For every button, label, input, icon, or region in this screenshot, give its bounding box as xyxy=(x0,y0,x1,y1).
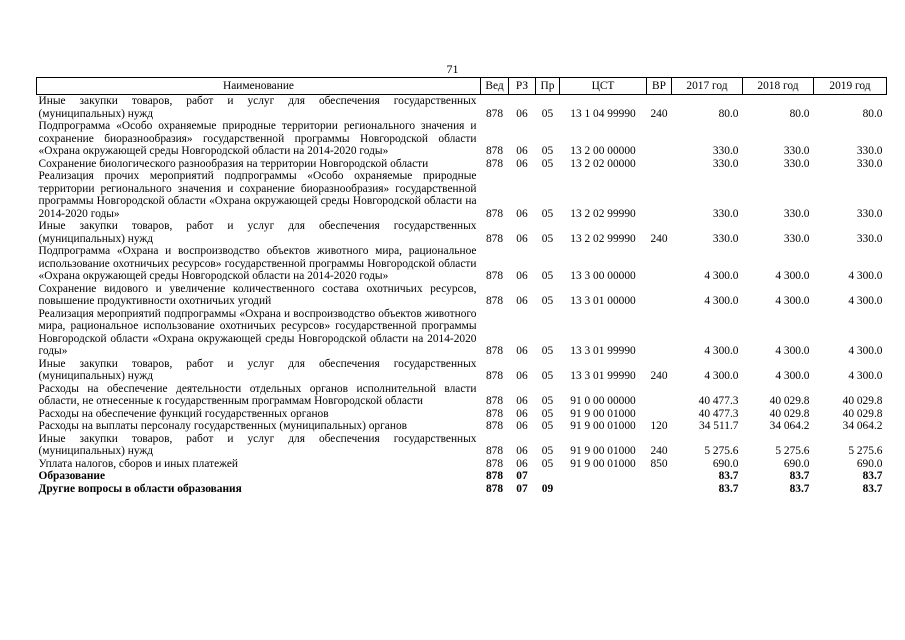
cell-name: Иные закупки товаров, работ и услуг для обеспечения государственных (муниципальных) нужд xyxy=(38,357,477,382)
cell-vr xyxy=(647,170,672,220)
cell-2019: 330.0 xyxy=(856,232,883,245)
cell-2019: 690.0 xyxy=(856,457,883,470)
cell-cst: 91 9 00 01000 xyxy=(570,407,636,420)
cell-cst: 13 2 02 99990 xyxy=(570,207,636,220)
cell-ved: 878 xyxy=(485,420,504,432)
cell-vr xyxy=(647,158,672,171)
cell-pr: 05 xyxy=(541,270,554,282)
cell-rz: 06 xyxy=(516,145,528,157)
cell-2018: 330.0 xyxy=(783,232,810,245)
cell-vr: 240 xyxy=(650,107,668,120)
table-row xyxy=(37,408,887,421)
cell-pr: 05 xyxy=(541,207,554,220)
cell-rz: 07 xyxy=(516,470,528,482)
cell-rz: 06 xyxy=(516,345,528,357)
header-pr: Пр xyxy=(536,78,560,95)
cell-name: Реализация мероприятий подпрограммы «Охрана и воспроизводство объектов животного мира, рациональное использование охотничьих ресурсов» государственной программы Новгородской области «Охрана окружающей среды Новгородской области на 2014-2020 годы» xyxy=(38,307,477,357)
cell-2019: 4 300.0 xyxy=(848,270,883,282)
cell-ved: 878 xyxy=(485,482,504,495)
cell-name: Иные закупки товаров, работ и услуг для обеспечения государственных (муниципальных) нужд xyxy=(38,220,477,245)
cell-rz: 06 xyxy=(516,270,528,282)
cell-cst: 13 2 02 00000 xyxy=(570,157,636,170)
table-row xyxy=(37,470,887,483)
cell-rz: 06 xyxy=(516,407,528,420)
cell-2017: 4 300.0 xyxy=(704,370,739,382)
cell-2017: 4 300.0 xyxy=(704,345,739,357)
cell-2019: 330.0 xyxy=(856,145,883,157)
cell-rz: 06 xyxy=(516,445,528,457)
cell-cst xyxy=(560,483,647,496)
cell-ved: 878 xyxy=(485,207,504,220)
table-row xyxy=(37,308,887,358)
cell-cst: 13 2 00 00000 xyxy=(570,145,636,157)
cell-2018: 4 300.0 xyxy=(775,345,810,357)
header-2019: 2019 год xyxy=(814,78,887,95)
table-row xyxy=(37,158,887,171)
cell-ved: 878 xyxy=(485,407,504,420)
cell-2019: 40 029.8 xyxy=(842,395,883,407)
table-row xyxy=(37,120,887,158)
header-2017: 2017 год xyxy=(672,78,743,95)
cell-vr xyxy=(647,408,672,421)
cell-pr: 05 xyxy=(541,345,554,357)
cell-2018: 4 300.0 xyxy=(775,370,810,382)
cell-ved: 878 xyxy=(485,295,504,307)
cell-2018: 330.0 xyxy=(783,157,810,170)
cell-ved: 878 xyxy=(485,470,504,482)
cell-2019: 4 300.0 xyxy=(848,295,883,307)
cell-rz: 06 xyxy=(516,395,528,407)
cell-pr: 05 xyxy=(541,420,554,432)
cell-pr: 05 xyxy=(541,395,554,407)
cell-pr xyxy=(536,470,560,483)
cell-rz: 06 xyxy=(516,107,528,120)
cell-pr: 05 xyxy=(541,232,554,245)
cell-name: Иные закупки товаров, работ и услуг для обеспечения государственных (муниципальных) нужд xyxy=(38,432,477,457)
table-row xyxy=(37,95,887,121)
cell-2019: 34 064.2 xyxy=(842,420,883,432)
header-ved: Вед xyxy=(481,78,509,95)
cell-vr xyxy=(647,383,672,408)
cell-cst: 13 1 04 99990 xyxy=(570,107,636,120)
cell-pr: 05 xyxy=(541,107,554,120)
table-row xyxy=(37,383,887,408)
cell-2019: 80.0 xyxy=(862,107,883,120)
budget-table xyxy=(36,77,887,495)
cell-cst: 91 9 00 01000 xyxy=(570,457,636,470)
cell-2017: 330.0 xyxy=(712,232,739,245)
table-row xyxy=(37,358,887,383)
cell-cst: 13 3 01 99990 xyxy=(570,345,636,357)
cell-vr xyxy=(647,483,672,496)
cell-rz: 07 xyxy=(516,482,528,495)
cell-2019: 5 275.6 xyxy=(848,445,883,457)
cell-ved: 878 xyxy=(485,270,504,282)
cell-2018: 83.7 xyxy=(789,482,810,495)
cell-cst: 13 3 00 00000 xyxy=(570,270,636,282)
cell-cst: 91 9 00 01000 xyxy=(570,420,636,432)
cell-2018: 83.7 xyxy=(789,470,810,482)
header-name: Наименование xyxy=(37,78,481,95)
cell-cst: 13 2 02 99990 xyxy=(570,232,636,245)
cell-cst: 13 3 01 00000 xyxy=(570,295,636,307)
cell-cst xyxy=(560,470,647,483)
header-2018: 2018 год xyxy=(743,78,814,95)
cell-2018: 330.0 xyxy=(783,145,810,157)
cell-vr xyxy=(647,120,672,158)
cell-2018: 34 064.2 xyxy=(769,420,810,432)
cell-vr xyxy=(647,308,672,358)
cell-2017: 83.7 xyxy=(718,482,739,495)
table-row xyxy=(37,220,887,245)
cell-rz: 06 xyxy=(516,457,528,470)
cell-rz: 06 xyxy=(516,157,528,170)
cell-name: Иные закупки товаров, работ и услуг для обеспечения государственных (муниципальных) нужд xyxy=(38,95,477,120)
cell-pr: 05 xyxy=(541,370,554,382)
cell-2017: 330.0 xyxy=(712,145,739,157)
cell-name: Сохранение видового и увеличение количественного состава охотничьих ресурсов, повышение продуктивности охотничьих угодий xyxy=(38,282,477,307)
cell-pr: 05 xyxy=(541,407,554,420)
cell-name: Уплата налогов, сборов и иных платежей xyxy=(38,457,238,470)
cell-pr: 05 xyxy=(541,145,554,157)
cell-2019: 330.0 xyxy=(856,157,883,170)
cell-2018: 5 275.6 xyxy=(775,445,810,457)
cell-ved: 878 xyxy=(485,370,504,382)
table-row xyxy=(37,170,887,220)
cell-name: Расходы на выплаты персоналу государственных (муниципальных) органов xyxy=(38,420,408,432)
table-body xyxy=(37,95,887,496)
cell-2018: 80.0 xyxy=(789,107,810,120)
cell-pr: 05 xyxy=(541,295,554,307)
cell-2017: 330.0 xyxy=(712,207,739,220)
cell-pr: 09 xyxy=(541,482,554,495)
cell-cst: 91 0 00 00000 xyxy=(570,395,636,407)
cell-2018: 40 029.8 xyxy=(769,407,810,420)
cell-rz: 06 xyxy=(516,370,528,382)
cell-cst: 91 9 00 01000 xyxy=(570,445,636,457)
cell-name: Другие вопросы в области образования xyxy=(38,482,242,495)
cell-2018: 330.0 xyxy=(783,207,810,220)
cell-vr: 850 xyxy=(650,457,668,470)
cell-pr: 05 xyxy=(541,445,554,457)
cell-name: Подпрограмма «Особо охраняемые природные территории регионального значения и сохранение биоразнообразия» государственной программы Новгородской области «Охрана окружающей среды Новгородской области на 2014-2020 годы» xyxy=(38,120,477,157)
cell-pr: 05 xyxy=(541,157,554,170)
cell-vr xyxy=(647,470,672,483)
cell-vr xyxy=(647,245,672,283)
cell-2019: 4 300.0 xyxy=(848,370,883,382)
cell-2019: 4 300.0 xyxy=(848,345,883,357)
cell-ved: 878 xyxy=(485,457,504,470)
cell-pr: 05 xyxy=(541,457,554,470)
table-row xyxy=(37,420,887,433)
cell-name: Расходы на обеспечение функций государственных органов xyxy=(38,407,329,420)
table-row xyxy=(37,433,887,458)
cell-name: Реализация прочих мероприятий подпрограммы «Особо охраняемые природные территории регионального значения и сохранение биоразнообразия» государственной программы Новгородской области «Охрана окружающей среды Новгородской области на 2014-2020 годы» xyxy=(38,170,477,220)
cell-2019: 40 029.8 xyxy=(842,407,883,420)
cell-ved: 878 xyxy=(485,107,504,120)
cell-2018: 40 029.8 xyxy=(769,395,810,407)
table-row xyxy=(37,283,887,308)
table-row xyxy=(37,458,887,471)
cell-ved: 878 xyxy=(485,157,504,170)
cell-name: Подпрограмма «Охрана и воспроизводство объектов животного мира, рациональное использование охотничьих ресурсов» государственной программы Новгородской области «Охрана окружающей среды Новгородской области на 2014-2020 годы» xyxy=(38,245,477,282)
cell-cst: 13 3 01 99990 xyxy=(570,370,636,382)
cell-2018: 4 300.0 xyxy=(775,270,810,282)
cell-vr: 240 xyxy=(650,445,668,457)
cell-2017: 690.0 xyxy=(712,457,739,470)
cell-vr: 240 xyxy=(650,232,668,245)
cell-2017: 34 511.7 xyxy=(699,420,739,432)
cell-2017: 330.0 xyxy=(712,157,739,170)
header-cst: ЦСТ xyxy=(560,78,647,95)
cell-name: Сохранение биологического разнообразия на территории Новгородской области xyxy=(38,157,429,170)
cell-2017: 80.0 xyxy=(718,107,739,120)
table-row xyxy=(37,245,887,283)
cell-ved: 878 xyxy=(485,232,504,245)
cell-2017: 40 477.3 xyxy=(698,395,739,407)
cell-2018: 4 300.0 xyxy=(775,295,810,307)
cell-name: Образование xyxy=(38,470,106,482)
table-row xyxy=(37,483,887,496)
cell-2019: 83.7 xyxy=(862,470,883,482)
cell-ved: 878 xyxy=(485,395,504,407)
cell-vr: 120 xyxy=(650,420,668,432)
header-rz: РЗ xyxy=(509,78,536,95)
cell-rz: 06 xyxy=(516,295,528,307)
header-vr: ВР xyxy=(647,78,672,95)
cell-2017: 4 300.0 xyxy=(704,270,739,282)
cell-rz: 06 xyxy=(516,232,528,245)
cell-vr: 240 xyxy=(650,370,668,382)
cell-ved: 878 xyxy=(485,345,504,357)
cell-2017: 5 275.6 xyxy=(704,445,739,457)
cell-ved: 878 xyxy=(485,145,504,157)
cell-rz: 06 xyxy=(516,420,528,432)
cell-2017: 4 300.0 xyxy=(704,295,739,307)
cell-2017: 83.7 xyxy=(718,470,739,482)
cell-vr xyxy=(647,283,672,308)
cell-2019: 83.7 xyxy=(862,482,883,495)
cell-2018: 690.0 xyxy=(783,457,810,470)
table-header-row xyxy=(37,78,887,95)
cell-rz: 06 xyxy=(516,207,528,220)
cell-2019: 330.0 xyxy=(856,207,883,220)
cell-2017: 40 477.3 xyxy=(698,407,739,420)
cell-ved: 878 xyxy=(485,445,504,457)
page-number: 71 xyxy=(446,62,459,76)
cell-name: Расходы на обеспечение деятельности отдельных органов исполнительной власти области, не отнесенные к государственным программам Новгородской области xyxy=(38,382,477,407)
